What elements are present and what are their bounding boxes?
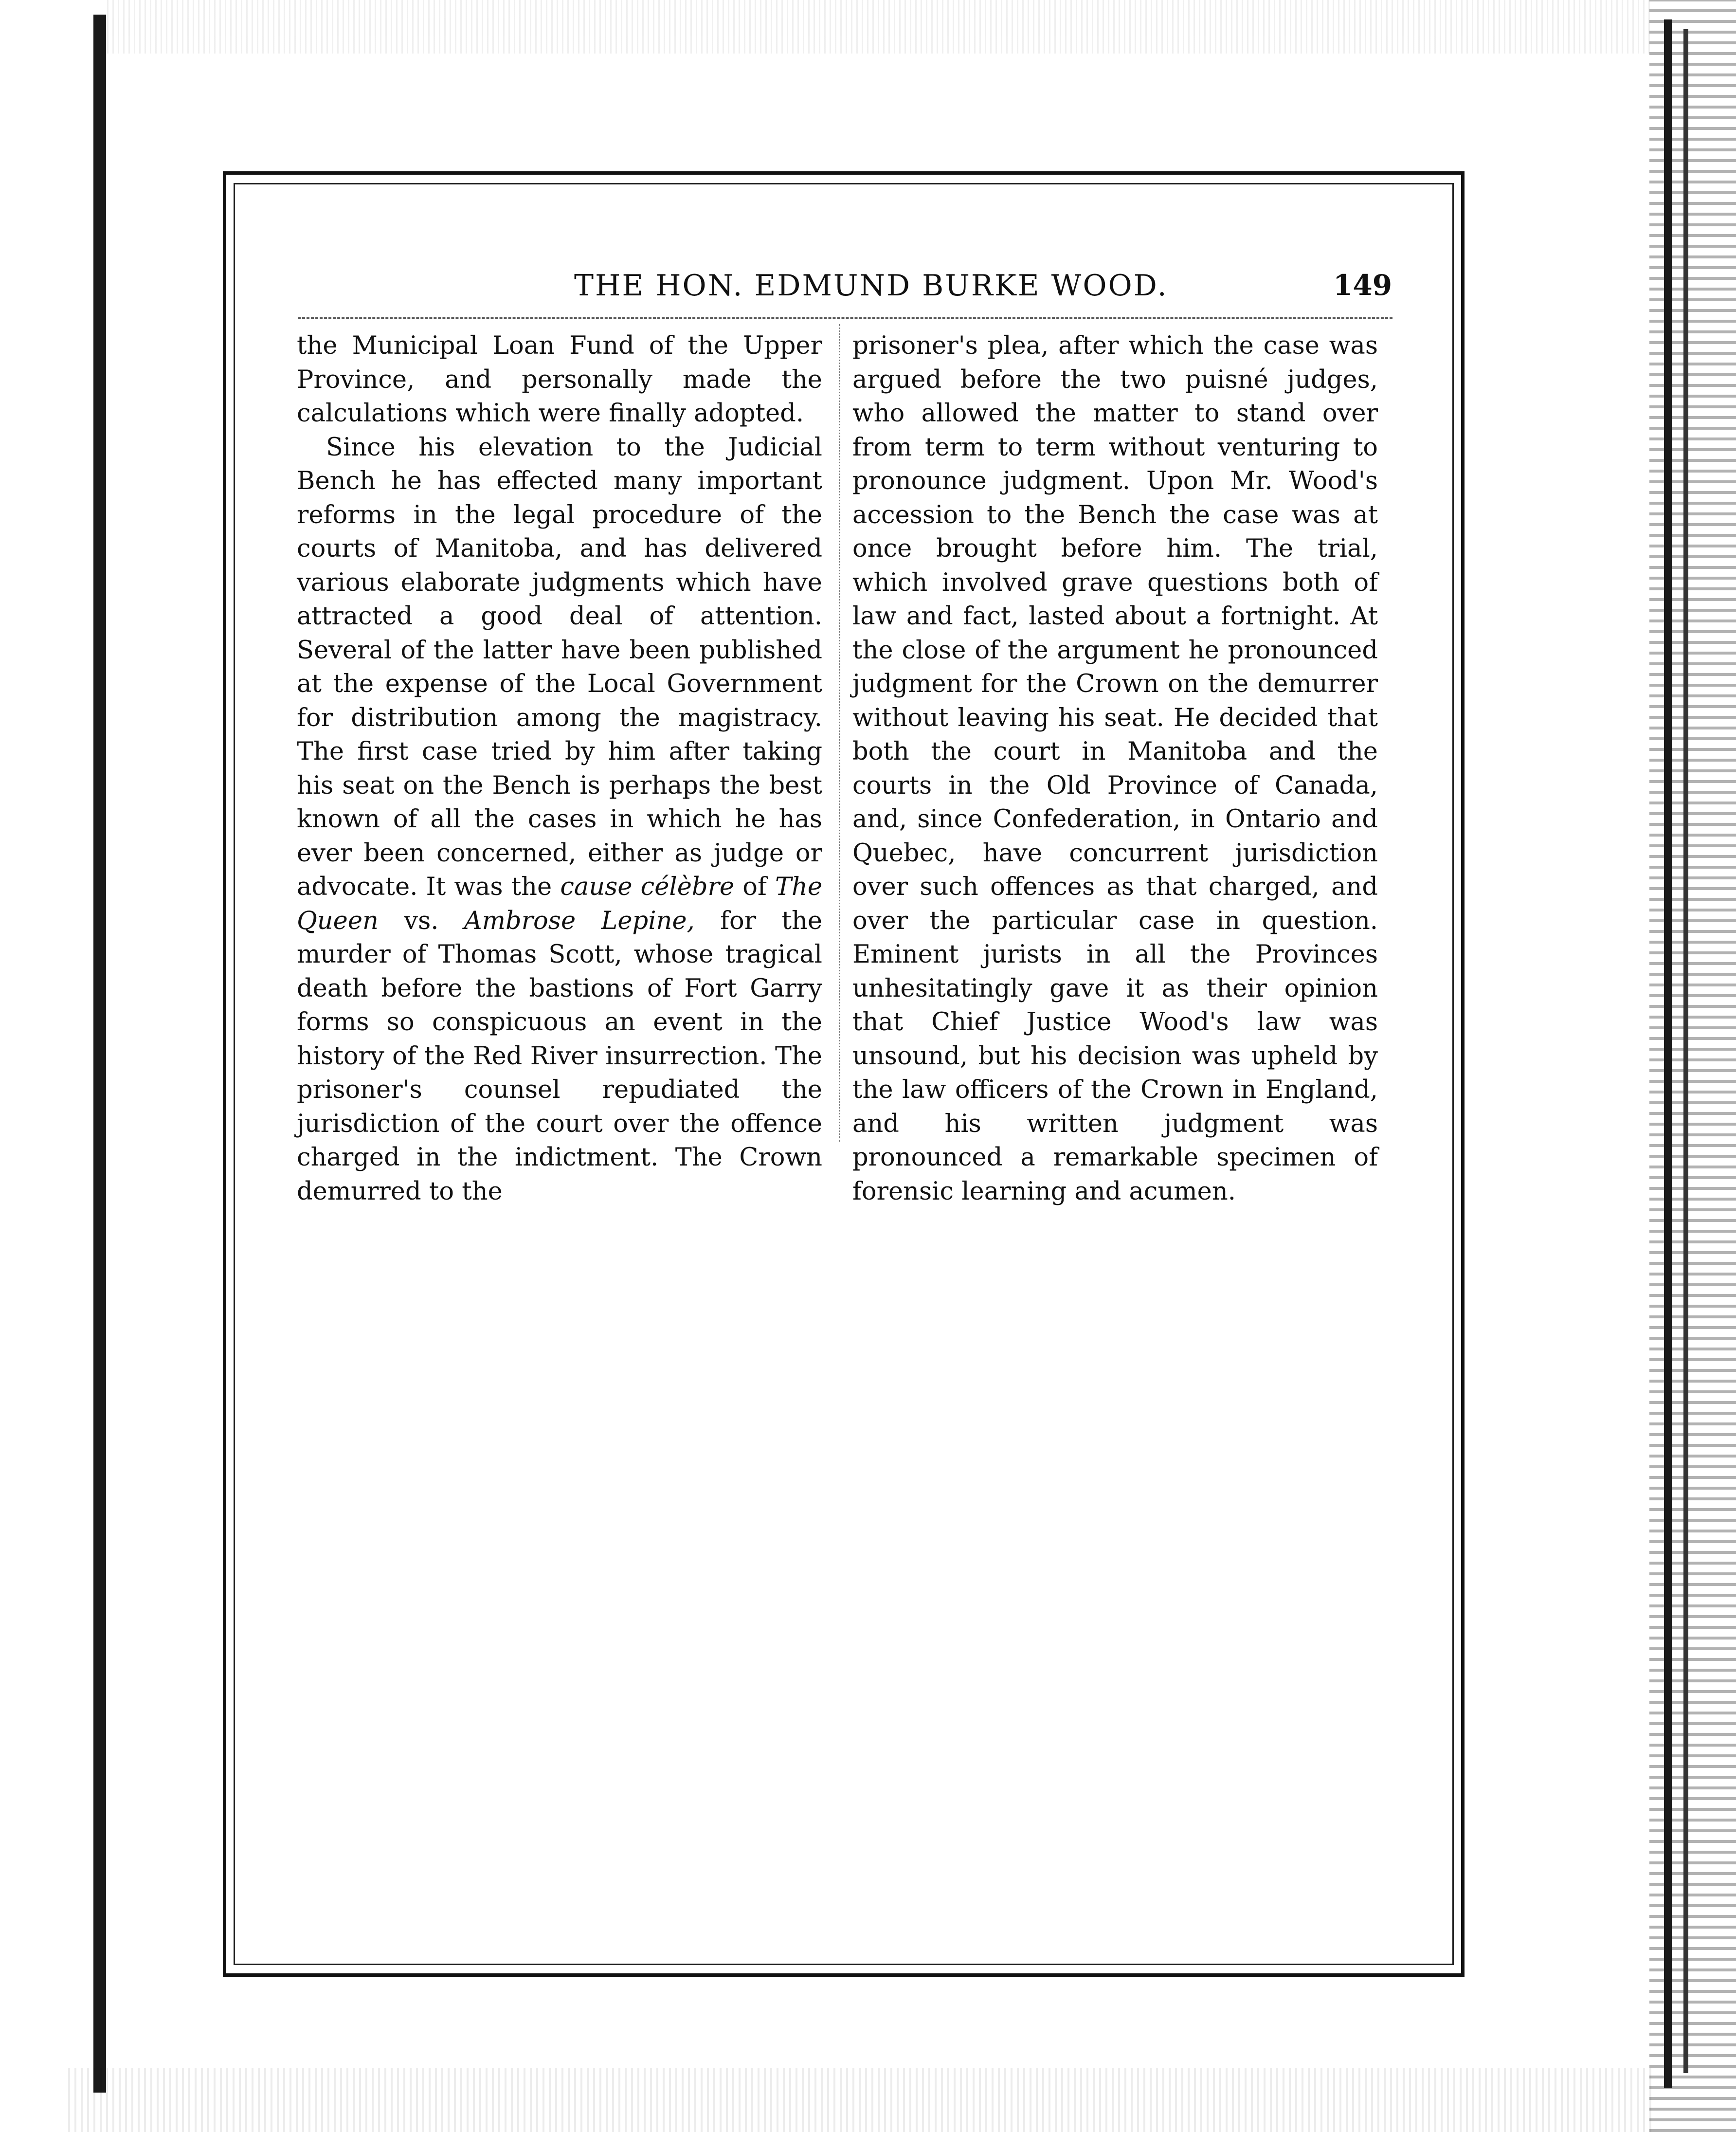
paragraph: the Municipal Loan Fund of the Upper Province, and personally made the calculations which were finally adopted. [297, 331, 822, 428]
paragraph [297, 431, 822, 1209]
column-divider [839, 324, 840, 1142]
scan-noise-bottom [68, 2068, 1654, 2132]
page-number: 149 [1333, 269, 1392, 302]
italic-text: Ambrose Lepine, [464, 906, 695, 935]
left-column [297, 329, 822, 1208]
scan-edge-right [1664, 19, 1672, 2088]
italic-text: cause célèbre [560, 873, 735, 901]
scan-noise-right [1649, 0, 1736, 2132]
italic-text: The Queen [297, 873, 822, 935]
right-column [852, 329, 1378, 1208]
text-run: of [734, 873, 775, 901]
text-run: for the murder of Thomas Scott, whose tragical death before the bastions of Fort Garry forms so conspicuous an event in the history of the Red River insurrection. The prisoner's counsel repudiated the jurisdiction of the court over the offence charged in the indictment. The Crown demurred to the [297, 906, 822, 1206]
running-head [0, 269, 1736, 303]
scan-noise-top [107, 0, 1654, 54]
paragraph: prisoner's plea, after which the case was argued before the two puisné judges, who allowed the matter to stand over from term to term without venturing to pronounce judgment. Upon Mr. Wood's accession to the Bench the case was at once brought before him. The trial, which involved grave questions both of law and fact, lasted about a fortnight. At the close of the argument he pronounced judgment for the Crown on the demurrer without leaving his seat. He decided that both the court in Manitoba and the courts in the Old Province of Canada, and, since Confederation, in Ontario and Quebec, have concurrent jurisdiction over such offences as that charged, and over the particular case in question. Eminent jurists in all the Provinces unhesitatingly gave it as their opinion that Chief Justice Wood's law was unsound, but his decision was upheld by the law officers of the Crown in England, and his written judgment was pronounced a remarkable specimen of forensic learning and acumen. [852, 331, 1378, 1206]
text-run: Since his elevation to the Judicial Bench he has effected many important reforms in the legal procedure of the courts of Manitoba, and has delivered various elaborate judgments which have attracted a good deal of attention. Several of the latter have been published at the expense of the Local Government for distribution among the magistracy. The first case tried by him after taking his seat on the Bench is perhaps the best known of all the cases in which he has ever been concerned, either as judge or advocate. It was the [297, 433, 822, 901]
scan-edge-left [93, 15, 106, 2093]
text-run: vs. [378, 906, 464, 935]
running-title: THE HON. EDMUND BURKE WOOD. [574, 269, 1168, 303]
header-rule [298, 317, 1392, 319]
scan-edge-right-inner [1683, 29, 1688, 2073]
